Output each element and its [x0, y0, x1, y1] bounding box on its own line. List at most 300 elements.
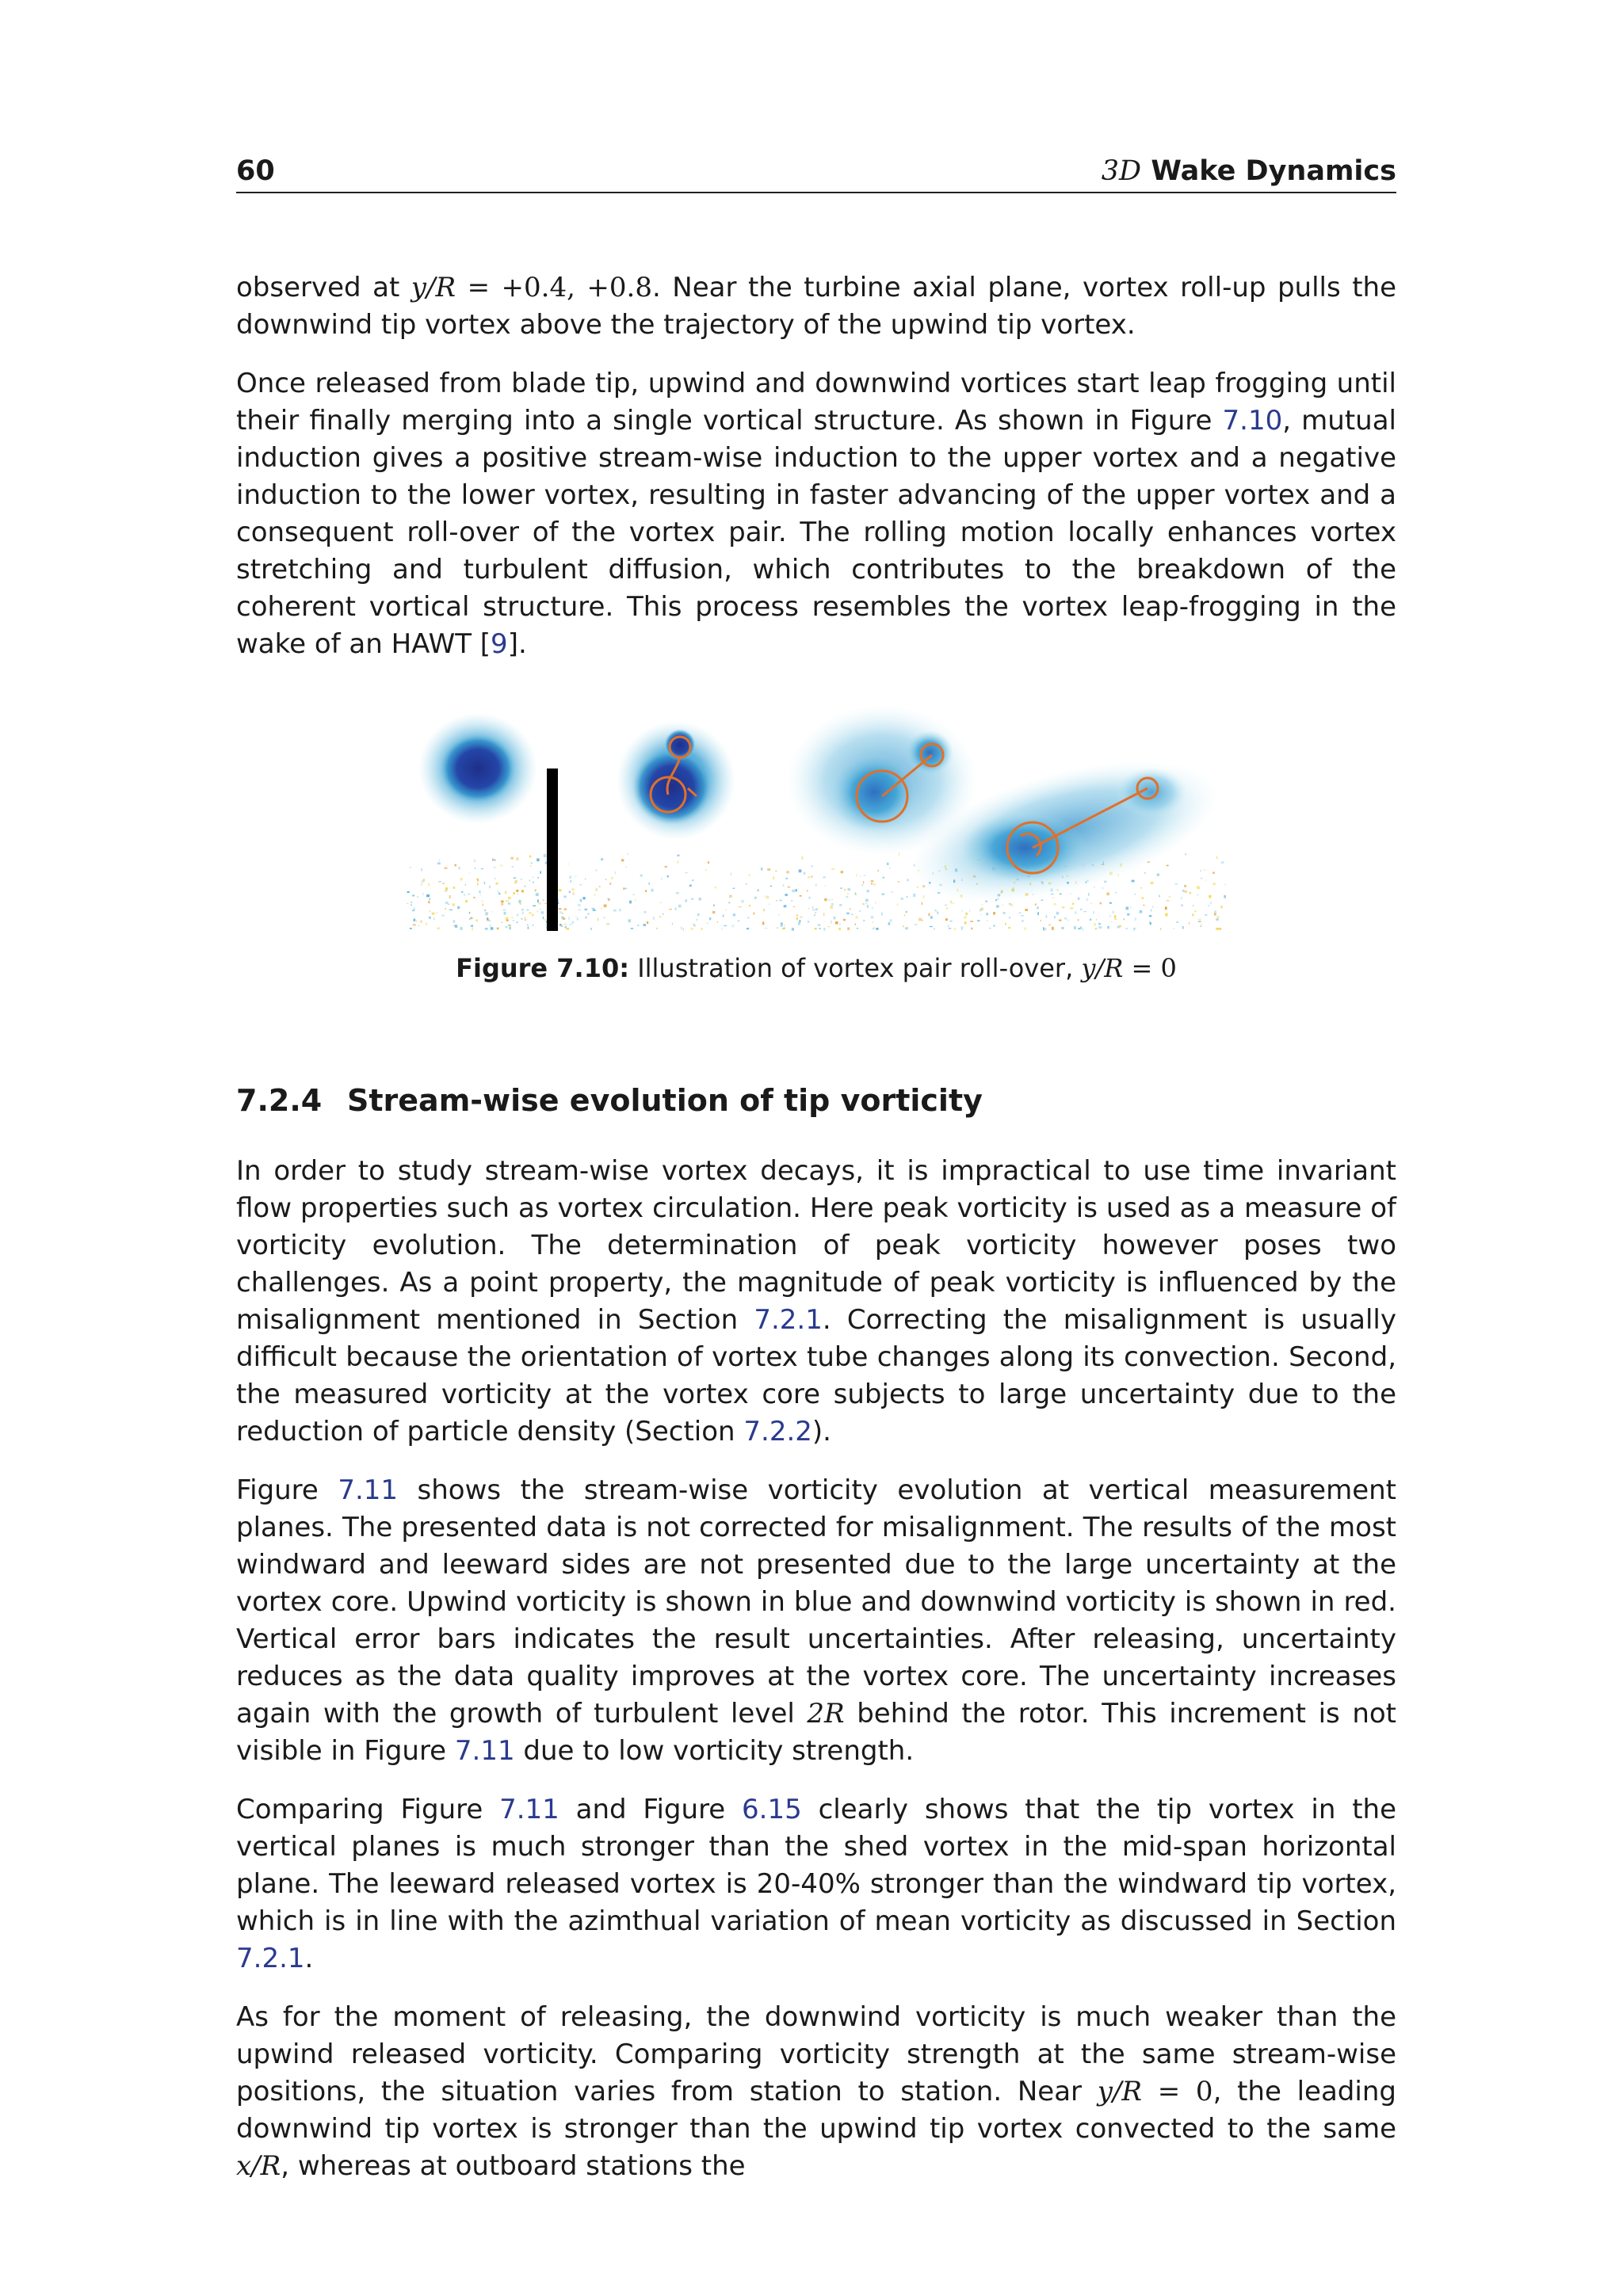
speckle-dot: [422, 880, 423, 883]
speckle-dot: [1165, 906, 1167, 910]
speckle-dot: [693, 925, 696, 927]
speckle-dot: [1025, 927, 1026, 930]
speckle-dot: [544, 854, 547, 857]
speckle-dot: [621, 859, 624, 861]
speckle-dot: [812, 865, 813, 868]
speckle-dot: [572, 921, 575, 925]
speckle-dot: [792, 890, 795, 892]
speckle-dot: [873, 883, 876, 886]
speckle-dot: [1168, 896, 1171, 897]
figure-link[interactable]: 7.11: [338, 1474, 399, 1506]
speckle-dot: [1109, 915, 1111, 917]
speckle-dot: [1150, 922, 1151, 925]
speckle-dot: [815, 912, 816, 913]
speckle-dot: [502, 909, 506, 910]
speckle-dot: [867, 890, 869, 892]
paragraph-5: [236, 1791, 1396, 1978]
speckle-dot: [678, 905, 681, 908]
speckle-dot: [530, 865, 531, 866]
speckle-dot: [445, 887, 448, 891]
speckle-dot: [532, 925, 533, 926]
speckle-dot: [1221, 861, 1224, 864]
speckle-dot: [1213, 883, 1216, 885]
speckle-dot: [1149, 915, 1152, 917]
speckle-dot: [426, 923, 427, 925]
speckle-dot: [501, 903, 503, 906]
speckle-dot: [1174, 883, 1178, 884]
speckle-dot: [1080, 927, 1082, 929]
speckle-dot: [564, 909, 567, 910]
speckle-dot: [796, 915, 798, 916]
speckle-dot: [872, 907, 873, 909]
speckle-dot: [1067, 919, 1069, 921]
speckle-dot: [818, 925, 821, 926]
speckle-dot: [847, 893, 849, 894]
speckle-dot: [516, 890, 518, 892]
speckle-dot: [649, 883, 650, 885]
speckle-dot: [601, 908, 602, 910]
speckle-dot: [559, 908, 562, 910]
speckle-dot: [479, 891, 480, 893]
speckle-dot: [970, 921, 973, 922]
speckle-dot: [426, 894, 430, 897]
speckle-dot: [1098, 926, 1102, 929]
speckle-dot: [1194, 910, 1196, 912]
text: . Correcting the misalignment is usually difficult because the orientation of vortex tube changes along its convection. Second, the measured vorticity at the vortex core subjects to large uncertainty due to the reduction of particle density (Section: [236, 1304, 1396, 1447]
speckle-dot: [1086, 898, 1088, 901]
speckle-dot: [1197, 886, 1200, 889]
speckle-dot: [749, 875, 750, 877]
speckle-dot: [601, 858, 603, 860]
speckle-dot: [438, 881, 441, 882]
speckle-dot: [1167, 900, 1169, 901]
speckle-dot: [1220, 906, 1222, 908]
speckle-dot: [525, 919, 526, 921]
speckle-dot: [420, 921, 422, 923]
speckle-dot: [590, 928, 592, 930]
page-number: 60: [236, 155, 275, 187]
figure-link[interactable]: 7.11: [499, 1794, 559, 1825]
paragraph-2: [236, 365, 1396, 663]
speckle-dot: [596, 888, 598, 890]
speckle-dot: [708, 861, 709, 864]
speckle-dot: [840, 924, 841, 925]
speckle-dot: [1088, 893, 1090, 896]
speckle-dot: [1094, 923, 1096, 926]
speckle-dot: [830, 906, 833, 909]
speckle-dot: [504, 912, 506, 915]
speckle-dot: [871, 880, 874, 882]
chapter-title: [1102, 155, 1396, 187]
speckle-dot: [835, 921, 838, 924]
speckle-dot: [1061, 927, 1064, 929]
speckle-dot: [915, 924, 918, 925]
speckle-dot: [828, 899, 831, 900]
speckle-dot: [1041, 900, 1044, 901]
speckle-dot: [501, 901, 503, 903]
speckle-dot: [783, 884, 785, 886]
speckle-dot: [445, 908, 446, 910]
speckle-dot: [1135, 894, 1136, 895]
speckle-dot: [637, 925, 640, 926]
speckle-dot: [875, 902, 876, 904]
speckle-dot: [791, 900, 792, 901]
speckle-dot: [458, 867, 460, 870]
figure-link[interactable]: 7.11: [454, 1735, 515, 1767]
speckle-dot: [501, 922, 503, 923]
speckle-dot: [568, 917, 570, 920]
speckle-dot: [1185, 853, 1186, 855]
section-link[interactable]: 7.2.1: [236, 1943, 305, 1974]
speckle-dot: [776, 900, 777, 902]
speckle-dot: [827, 926, 831, 927]
speckle-dot: [468, 894, 471, 895]
speckle-dot: [619, 909, 621, 912]
speckle-dot: [1078, 898, 1080, 900]
speckle-dot: [1157, 874, 1159, 876]
speckle-dot: [1062, 907, 1065, 909]
speckle-dot: [667, 875, 669, 877]
speckle-dot: [1201, 878, 1203, 879]
speckle-dot: [532, 914, 533, 917]
speckle-dot: [865, 899, 869, 902]
speckle-dot: [409, 928, 411, 929]
speckle-dot: [433, 917, 435, 920]
speckle-dot: [724, 925, 727, 926]
running-header: [236, 155, 1396, 193]
speckle-dot: [439, 860, 440, 861]
speckle-dot: [848, 888, 851, 891]
speckle-dot: [513, 920, 514, 921]
speckle-dot: [411, 904, 412, 906]
speckle-dot: [996, 905, 999, 907]
vortex-core: [632, 749, 712, 825]
speckle-dot: [1021, 915, 1024, 916]
speckle-dot: [1173, 928, 1174, 929]
figure-link[interactable]: 6.15: [742, 1794, 802, 1825]
speckle-dot: [1126, 907, 1129, 910]
speckle-dot: [934, 910, 937, 911]
speckle-dot: [762, 921, 764, 925]
speckle-dot: [1192, 913, 1193, 916]
speckle-dot: [862, 904, 865, 905]
speckle-dot: [479, 894, 480, 895]
speckle-dot: [761, 868, 762, 871]
speckle-dot: [1111, 921, 1112, 922]
speckle-dot: [629, 901, 632, 904]
speckle-dot: [631, 928, 633, 929]
speckle-dot: [891, 891, 893, 892]
speckle-dot: [863, 881, 864, 883]
speckle-dot: [971, 928, 972, 930]
math: y/R: [411, 272, 456, 303]
speckle-dot: [898, 881, 900, 882]
text: behind the rotor. This increment is not visible in Figure: [236, 1698, 1396, 1767]
speckle-dot: [765, 928, 768, 929]
speckle-dot: [500, 900, 501, 901]
figure-link[interactable]: 7.10: [1222, 405, 1283, 437]
speckle-dot: [1037, 907, 1039, 910]
speckle-dot: [561, 925, 563, 927]
speckle-dot: [860, 875, 861, 876]
speckle-dot: [1217, 916, 1220, 917]
section-title: Stream-wise evolution of tip vorticity: [347, 1083, 983, 1118]
speckle-dot: [540, 909, 541, 910]
speckle-dot: [1064, 917, 1067, 920]
speckle-dot: [815, 884, 817, 887]
speckle-dot: [1009, 903, 1010, 905]
speckle-dot: [1204, 870, 1207, 871]
speckle-dot: [781, 925, 783, 926]
speckle-dot: [603, 917, 605, 918]
speckle-dot: [544, 903, 547, 904]
speckle-dot: [588, 913, 590, 915]
speckle-dot: [455, 864, 457, 867]
speckle-dot: [1214, 913, 1216, 915]
speckle-dot: [487, 918, 490, 921]
speckle-dot: [562, 919, 563, 921]
speckle-dot: [808, 908, 809, 910]
speckle-dot: [524, 917, 526, 919]
speckle-dot: [823, 928, 825, 930]
speckle-dot: [493, 860, 496, 861]
speckle-dot: [808, 921, 809, 922]
speckle-dot: [889, 868, 891, 869]
speckle-dot: [1010, 903, 1013, 906]
speckle-dot: [465, 884, 467, 887]
speckle-dot: [676, 892, 679, 894]
speckle-dot: [954, 928, 955, 930]
speckle-dot: [786, 871, 789, 873]
speckle-dot: [1211, 902, 1212, 905]
math: y/R: [1081, 953, 1124, 983]
speckle-dot: [1220, 928, 1222, 930]
speckle-dot: [569, 875, 571, 879]
speckle-dot: [721, 928, 722, 930]
speckle-dot: [685, 872, 688, 874]
speckle-dot: [689, 885, 692, 887]
speckle-dot: [767, 896, 769, 899]
speckle-dot: [580, 899, 582, 902]
speckle-dot: [457, 906, 460, 909]
speckle-dot: [846, 896, 848, 898]
speckle-dot: [1090, 902, 1091, 904]
speckle-dot: [767, 868, 770, 871]
speckle-dot: [807, 890, 808, 892]
speckle-dot: [1035, 903, 1037, 906]
speckle-dot: [1216, 928, 1219, 930]
speckle-dot: [804, 872, 805, 875]
speckle-dot: [423, 879, 425, 882]
speckle-dot: [598, 918, 599, 921]
text: shows the stream-wise vorticity evolution at vertical measurement planes. The presented data is not corrected for misalignment. The results of the most windward and leeward sides are not presented due to the large uncertainty at the vortex core. Upwind vorticity is shown in blue and downwind vorticity is shown in red. Vertical error bars indicates the result uncertainties. After releasing, uncertainty reduces as the data quality improves at the vortex core. The uncertainty increases again with the growth of turbulent level: [236, 1474, 1396, 1730]
speckle-dot: [907, 879, 908, 881]
speckle-dot: [733, 913, 735, 916]
speckle-dot: [445, 891, 448, 892]
speckle-dot: [913, 894, 915, 897]
text: , the leading downwind tip vortex is stronger than the upwind tip vortex convected to the same: [236, 2076, 1396, 2145]
speckle-dot: [792, 906, 795, 907]
paragraph-1: [236, 269, 1396, 344]
speckle-dot: [1009, 917, 1010, 918]
paragraph-3: [236, 1153, 1396, 1451]
speckle-dot: [859, 910, 861, 911]
speckle-dot: [839, 928, 841, 930]
text: and Figure: [559, 1794, 743, 1825]
speckle-dot: [475, 868, 476, 869]
speckle-dot: [569, 891, 571, 894]
speckle-dot: [485, 912, 488, 915]
speckle-dot: [469, 912, 471, 914]
speckle-dot: [575, 876, 577, 877]
speckle-dot: [471, 917, 472, 919]
speckle-dot: [1176, 921, 1178, 923]
speckle-dot: [834, 917, 836, 920]
speckle-dot: [509, 925, 511, 928]
speckle-dot: [1205, 914, 1207, 916]
math: = 0: [1142, 2076, 1213, 2107]
speckle-dot: [529, 856, 531, 858]
speckle-dot: [980, 909, 982, 912]
speckle-dot: [784, 905, 787, 907]
speckle-dot: [693, 924, 694, 925]
speckle-dot: [1070, 893, 1072, 894]
speckle-dot: [537, 899, 539, 902]
speckle-dot: [1117, 926, 1120, 929]
speckle-dot: [599, 886, 601, 887]
speckle-dot: [781, 922, 783, 925]
speckle-dot: [1003, 912, 1006, 914]
speckle-dot: [796, 917, 798, 921]
speckle-dot: [1102, 887, 1103, 888]
section-link[interactable]: 7.2.1: [754, 1304, 823, 1336]
speckle-dot: [428, 883, 430, 887]
speckle-dot: [508, 902, 510, 905]
speckle-dot: [1056, 912, 1060, 915]
speckle-dot: [930, 916, 933, 919]
speckle-dot: [753, 913, 754, 915]
speckle-dot: [961, 910, 963, 912]
speckle-dot: [481, 868, 484, 869]
speckle-dot: [881, 913, 883, 916]
speckle-dot: [476, 920, 478, 922]
vortex-core: [440, 734, 516, 803]
speckle-dot: [1142, 898, 1144, 899]
speckle-dot: [520, 903, 521, 905]
speckle-dot: [522, 912, 524, 915]
speckle-dot: [505, 926, 507, 929]
speckle-dot: [513, 892, 515, 894]
speckle-dot: [1109, 902, 1112, 904]
speckle-dot: [561, 917, 563, 919]
speckle-dot: [799, 869, 802, 872]
speckle-dot: [796, 889, 797, 891]
speckle-dot: [1049, 924, 1051, 925]
speckle-dot: [445, 902, 449, 904]
speckle-dot: [779, 900, 781, 902]
speckle-dot: [448, 904, 450, 905]
section-link[interactable]: 7.2.2: [743, 1416, 812, 1447]
speckle-dot: [485, 928, 488, 930]
speckle-dot: [422, 893, 423, 895]
speckle-dot: [887, 863, 889, 865]
speckle-dot: [773, 876, 775, 879]
speckle-dot: [800, 895, 802, 897]
speckle-dot: [856, 874, 857, 876]
speckle-dot: [656, 928, 658, 929]
speckle-dot: [512, 866, 514, 868]
speckle-dot: [445, 868, 448, 869]
speckle-dot: [1125, 928, 1128, 929]
speckle-dot: [532, 877, 533, 878]
speckle-dot: [1224, 883, 1226, 885]
speckle-dot: [645, 890, 647, 891]
speckle-dot: [890, 919, 892, 922]
speckle-dot: [469, 873, 471, 874]
speckle-dot: [765, 895, 766, 898]
page-body: [236, 269, 1396, 2206]
speckle-dot: [1053, 903, 1056, 905]
speckle-dot: [505, 891, 506, 894]
speckle-dot: [537, 877, 539, 879]
citation-link[interactable]: 9: [491, 628, 508, 660]
speckle-dot: [824, 898, 827, 901]
text: clearly shows that the tip vortex in the vertical planes is much stronger than the shed vortex in the mid-span horizontal plane. The leeward released vortex is 20-40% stronger than the windward tip vortex, which is in line with the azimthual variation of mean vorticity as discussed in Section: [236, 1794, 1397, 1937]
speckle-dot: [567, 928, 569, 930]
section-number: 7.2.4: [236, 1083, 323, 1118]
speckle-dot: [917, 887, 918, 888]
speckle-dot: [728, 902, 730, 904]
speckle-dot: [681, 927, 682, 929]
speckle-dot: [585, 916, 586, 918]
speckle-dot: [812, 876, 813, 878]
speckle-dot: [843, 919, 846, 921]
speckle-dot: [575, 916, 577, 917]
speckle-dot: [527, 925, 529, 926]
speckle-dot: [628, 919, 632, 922]
speckle-dot: [1134, 928, 1136, 929]
speckle-dot: [653, 917, 655, 919]
chapter-title-text: Wake Dynamics: [1151, 155, 1396, 187]
speckle-dot: [514, 882, 516, 884]
speckle-dot: [863, 920, 865, 921]
speckle-dot: [506, 920, 509, 921]
speckle-dot: [905, 927, 908, 929]
speckle-dot: [980, 913, 982, 915]
speckle-dot: [1190, 892, 1191, 894]
speckle-dot: [856, 916, 858, 919]
speckle-dot: [883, 877, 885, 879]
speckle-dot: [878, 870, 879, 872]
blade-section: [547, 769, 558, 931]
speckle-dot: [429, 917, 431, 919]
speckle-dot: [1167, 865, 1169, 867]
speckle-dot: [1130, 906, 1131, 909]
speckle-dot: [635, 899, 636, 901]
speckle-dot: [441, 915, 445, 917]
caption-text: Illustration of vortex pair roll-over,: [637, 953, 1082, 983]
speckle-dot: [496, 883, 498, 885]
speckle-dot: [731, 925, 734, 927]
speckle-dot: [1025, 909, 1028, 911]
speckle-dot: [723, 915, 724, 917]
speckle-dot: [871, 883, 873, 885]
speckle-dot: [937, 912, 938, 914]
speckle-dot: [1094, 887, 1095, 888]
speckle-dot: [564, 896, 567, 898]
speckle-dot: [946, 908, 948, 910]
speckle-dot: [1037, 912, 1039, 915]
